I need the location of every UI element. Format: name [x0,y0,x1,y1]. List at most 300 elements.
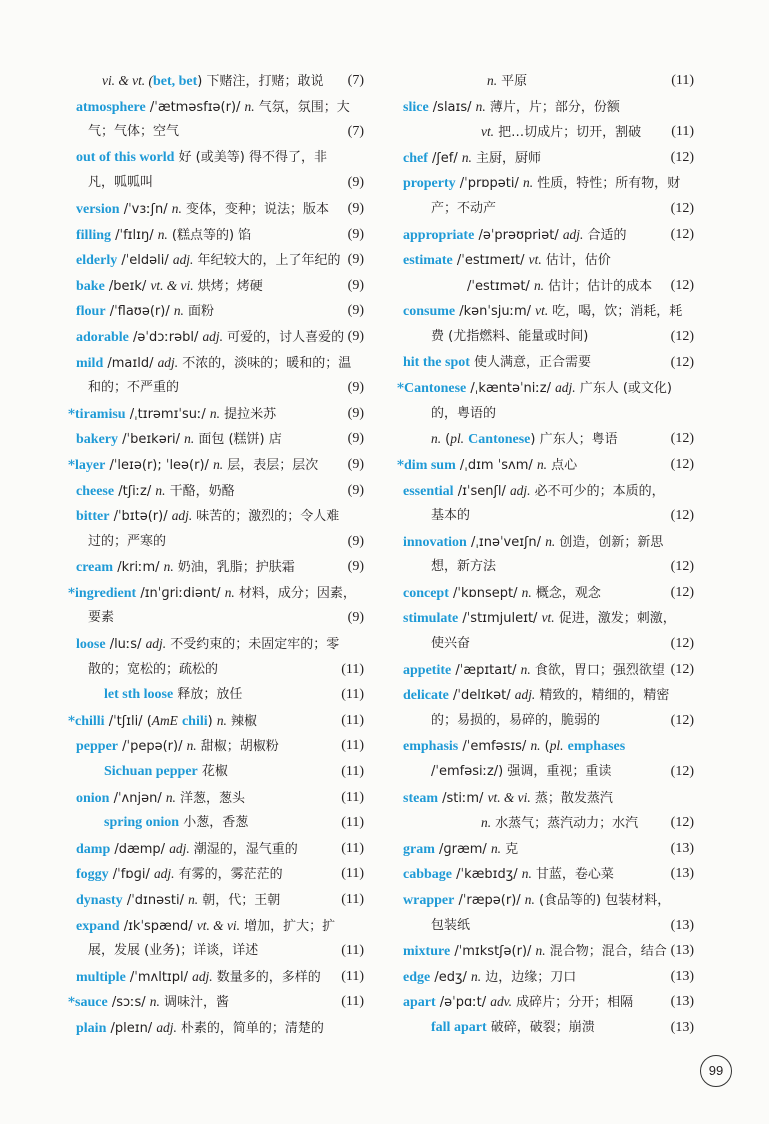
entry-line [397,145,694,171]
part-of-speech: n. [475,98,486,114]
definition-text: /ˈkɒnsept/ [448,585,522,601]
unit-reference: (13) [670,1019,694,1035]
definition-text: (食品等的) 包装材料， [534,893,671,908]
part-of-speech: adj. [157,354,179,370]
new-word-star: * [68,994,76,1011]
headword: innovation [403,534,467,550]
entry-line [66,989,364,1015]
unit-reference: (12) [670,815,694,831]
part-of-speech: vt. [541,610,555,626]
new-word-star: * [68,456,76,473]
definition-text: /ɪkˈspænd/ [119,918,197,934]
definition-text: 创造，创新；新思 [555,534,664,550]
definition-text: 把…切成片；切开，割破 [494,125,642,141]
entry-line [66,785,364,811]
new-word-star: * [68,584,76,601]
headword: onion [76,790,110,806]
definition-text: 概念，观念 [531,585,601,601]
definition-text: /ʃef/ [427,150,462,166]
part-of-speech: vt. [535,303,549,319]
headword: bake [76,278,105,294]
unit-reference: (13) [670,866,694,882]
unit-reference: (11) [341,892,364,907]
part-of-speech: adj. [562,226,584,242]
definition-text: 烘烤；烤硬 [193,278,263,294]
definition-text: /ˌɪnəˈveɪʃn/ [466,534,546,550]
entry-line [397,861,694,887]
entry-line [66,529,364,555]
headword: sauce [75,995,108,1011]
part-of-speech: adj. [192,968,213,984]
headword: chilli [75,713,105,729]
unit-reference: (12) [670,277,694,293]
headword: bet, bet [152,74,198,89]
entry-line [397,324,694,350]
unit-reference: (12) [670,200,694,216]
part-of-speech: n. [155,482,166,498]
headword: steam [403,790,438,806]
entry-line [66,913,364,939]
part-of-speech: n. [521,866,532,882]
definition-text: /ˈmɪkstʃə(r)/ [450,944,536,960]
part-of-speech: n. [184,431,195,447]
unit-reference: (13) [670,943,694,959]
definition-text: /kənˈsjuːm/ [455,304,536,320]
entry-line [397,247,694,273]
headword: emphases [567,739,626,755]
definition-text: 必不可少的；本质的， [530,483,665,499]
definition-text: /stiːm/ [438,790,488,806]
headword: mixture [403,944,451,960]
definition-text: 释放；放任 [173,687,243,703]
headword: adorable [76,329,129,345]
entry-line [397,605,694,631]
definition-text: 克 [501,841,519,857]
entry-line [397,94,694,120]
part-of-speech: n. [188,892,199,907]
definition-text: /ˈpepə(r)/ [118,739,187,755]
headword: out of this world [76,149,175,165]
definition-text: 气氛，氛围；大 [254,99,350,115]
entry-line [397,196,694,222]
entry-line [66,964,364,990]
definition-text: /ˈdelɪkət/ [448,688,515,704]
headword: chili [181,713,208,729]
part-of-speech: n. [163,559,174,575]
definition-text: 材料，成分；因素， [234,585,356,601]
part-of-speech: n. [461,149,472,165]
definition-text: 层，表层；层次 [223,457,319,473]
unit-reference: (12) [670,712,694,728]
unit-reference: (11) [341,712,364,728]
definition-text: /edʒ/ [430,969,472,985]
entry-line [66,375,364,401]
definition-text: 朴素的，简单的；清楚的 [176,1020,324,1036]
part-of-speech: n. [209,405,220,421]
part-of-speech: n. [523,175,534,191]
definition-text: 估计，估价 [541,253,611,269]
definition-text: 估计；估计的成本 [543,278,653,294]
definition-text: /ˈʌnjən/ [109,790,166,806]
unit-reference: (11) [341,866,364,882]
part-of-speech: adj. [145,636,167,652]
definition-text: 散的；宽松的；疏松的 [88,661,219,677]
headword: ingredient [75,585,137,601]
entry-line [66,657,364,683]
definition-text: 洋葱，葱头 [175,790,246,806]
entry-line [66,452,364,478]
definition-text: 使人满意，正合需要 [469,354,592,370]
definition-text: /ˈestɪmət/ [467,278,534,294]
definition-text: /ˈmʌltɪpl/ [125,969,193,985]
unit-reference: (9) [347,431,364,447]
entry-line [66,426,364,452]
entry-line [397,1015,694,1041]
definition-text: 吃，喝，饮；消耗，耗 [548,304,683,320]
entry-line [397,222,694,248]
definition-text: 蒸；散发蒸汽 [530,790,613,806]
headword: edge [403,969,431,985]
definition-text: 食欲，胃口；强烈欲望 [530,662,665,678]
definition-text: /ˈbeɪkəri/ [118,432,185,448]
headword: consume [403,304,456,320]
part-of-speech: n. [535,943,546,959]
unit-reference: (9) [347,380,364,396]
part-of-speech: vi. & vt. ( [102,73,153,88]
part-of-speech: adj. [171,508,193,524]
unit-reference: (11) [341,661,364,677]
definition-text: 年纪较大的，上了年纪的 [193,253,341,269]
definition-text: (糕点等的) 馅 [167,227,252,243]
definition-text: 薄片，片；部分，份额 [485,99,620,115]
definition-text: 促进，激发；刺激， [554,611,676,627]
entry-line [397,503,694,529]
unit-reference: (11) [671,73,694,88]
part-of-speech: adj. [202,328,223,344]
unit-reference: (9) [347,277,364,293]
unit-reference: (13) [670,968,694,984]
definition-text: /ˈemfəsɪs/ [458,739,531,755]
unit-reference: (11) [341,815,364,831]
definition-text: 产；不动产 [431,200,497,216]
definition-text: 点心 [546,457,578,473]
headword: Cantonese [404,381,467,397]
part-of-speech: adj. [509,482,531,498]
definition-text: 广东人 (或文化) [575,381,672,397]
definition-text: ) [207,713,217,729]
part-of-speech: pl. [549,738,564,754]
definition-text: /ɪˈsenʃl/ [453,483,510,499]
entry-line [397,119,694,145]
entry-line [66,401,364,427]
definition-text: 基本的 [431,508,471,524]
part-of-speech: adj. [153,866,175,882]
entry-line [66,580,364,606]
definition-text: 合适的 [583,227,627,243]
entry-line [397,631,694,657]
entry-line [397,810,694,836]
headword: concept [403,585,449,601]
definition-text: /ˈflaʊə(r)/ [105,304,174,320]
definition-text: 变体，变种；说法；版本 [181,201,329,217]
definition-text: 有雾的，雾茫茫的 [174,867,283,883]
entry-line [397,375,694,401]
definition-text: 混合物；混合，结合 [545,944,667,960]
definition-text: /ˈfɒɡi/ [108,867,154,883]
definition-text: 边，边缘；刀口 [481,969,577,985]
entry-line [66,810,364,836]
entry-line [66,68,364,94]
definition-text: /ˈæpɪtaɪt/ [451,662,521,678]
entry-line [397,452,694,478]
definition-text: /slaɪs/ [428,99,476,115]
definition-text: /ˌkæntəˈniːz/ [466,381,556,397]
definition-text: 花椒 [197,764,228,780]
headword: Cantonese [468,432,531,448]
definition-text: 面包 (糕饼) 店 [194,432,282,448]
definition-text: 辣椒 [226,713,258,729]
entry-line [397,529,694,555]
entry-line [397,733,694,759]
part-of-speech: n. [213,456,224,472]
unit-reference: (12) [670,764,694,780]
entry-line [66,503,364,529]
definition-text: 要素 [88,610,115,626]
headword: elderly [76,253,118,269]
unit-reference: (11) [341,789,364,805]
entry-line [66,273,364,299]
definition-text: 使兴奋 [431,636,471,652]
entry-line [66,861,364,887]
entry-line [66,324,364,350]
entry-line [66,682,364,708]
entry-line [66,119,364,145]
headword: Sichuan pepper [104,764,198,780]
unit-reference: (11) [341,994,364,1010]
unit-reference: (12) [670,636,694,652]
definition-text: 平原 [497,74,528,89]
unit-reference: (9) [347,456,364,472]
part-of-speech: vt. & vi. [196,917,240,933]
part-of-speech: adj. [555,380,576,396]
unit-reference: (12) [670,661,694,677]
unit-reference: (9) [347,482,364,498]
entry-line [397,298,694,324]
entry-line [66,145,364,171]
part-of-speech: n. [157,226,168,242]
part-of-speech: n. [471,968,482,984]
unit-reference: (9) [347,303,364,319]
entry-line [66,350,364,376]
definition-text: 面粉 [183,304,215,320]
unit-reference: (12) [670,431,694,447]
definition-text: 和的；不严重的 [88,380,180,396]
unit-reference: (11) [341,764,364,780]
entry-line [397,836,694,862]
unit-reference: (7) [347,73,364,88]
definition-text: /ˈdɪnəsti/ [122,893,189,908]
headword: appropriate [403,227,475,243]
entry-line [397,478,694,504]
definition-text: /maɪld/ [103,355,158,371]
unit-reference: (12) [670,508,694,524]
entry-line [397,68,694,94]
definition-text: 主厨，厨师 [471,150,542,166]
definition-text: 水蒸气；蒸汽动力；水汽 [491,816,639,832]
part-of-speech: n. [487,73,498,88]
entry-line [66,196,364,222]
headword: hit the spot [403,354,470,370]
definition-text: 破碎，破裂；崩溃 [486,1019,595,1035]
definition-text: /əˈpɑːt/ [435,995,491,1011]
definition-text: ( [540,739,550,755]
definition-text: 甘蓝，卷心菜 [531,867,614,883]
definition-text: 过的；严寒的 [88,533,167,549]
left-column [66,68,364,1041]
definition-text: 展，发展 (业务)；详谈，详述 [88,943,259,959]
definition-text: ) 下赌注，打赌；敢说 [197,74,324,89]
definition-text: /ɪnˈɡriːdiənt/ [136,585,225,601]
unit-reference: (13) [670,840,694,856]
definition-text: 潮湿的，湿气重的 [189,841,298,857]
part-of-speech: n. [520,661,531,677]
entry-line [397,785,694,811]
unit-reference: (11) [341,840,364,856]
definition-text: ) 广东人；粤语 [530,432,618,448]
unit-reference: (13) [670,917,694,933]
unit-reference: (11) [341,687,364,703]
definition-text: 气；气体；空气 [88,124,180,140]
unit-reference: (12) [670,559,694,575]
headword: gram [403,841,435,857]
unit-reference: (12) [670,354,694,370]
headword: slice [403,99,429,115]
headword: version [76,201,120,217]
part-of-speech: vt. & vi. [150,277,194,293]
part-of-speech: adj. [514,687,536,703]
unit-reference: (9) [347,533,364,549]
definition-text: 小葱，香葱 [179,815,249,831]
headword: chef [403,150,428,166]
definition-text: 好 (或美等) 得不得了，非 [174,149,327,165]
entry-line [66,759,364,785]
new-word-star: * [68,712,76,729]
headword: expand [76,918,120,934]
definition-text: /ˌtɪrəmɪˈsuː/ [125,406,210,422]
entry-line [66,605,364,631]
headword: essential [403,483,454,499]
headword: cabbage [403,867,452,883]
headword: tiramisu [75,406,126,422]
headword: cheese [76,483,115,499]
definition-text: 的，粤语的 [431,405,497,421]
headword: plain [76,1020,107,1036]
entry-line [66,554,364,580]
headword: apart [403,995,436,1011]
headword: emphasis [403,739,459,755]
unit-reference: (9) [347,405,364,421]
entry-line [397,580,694,606]
headword: property [403,176,456,192]
headword: bitter [76,509,110,525]
part-of-speech: adj. [169,840,190,856]
new-word-star: * [397,456,405,473]
unit-reference: (12) [670,456,694,472]
entry-line [397,964,694,990]
definition-text: /ˌdɪm ˈsʌm/ [455,457,537,473]
unit-reference: (9) [347,200,364,216]
unit-reference: (7) [347,124,364,140]
part-of-speech: vt. [528,252,542,268]
headword: atmosphere [76,99,146,115]
part-of-speech: n. [173,303,184,319]
entry-line [397,708,694,734]
part-of-speech: n. [216,712,227,728]
entry-line [66,222,364,248]
definition-text: /əˈprəʊpriət/ [474,227,563,243]
definition-text: /ˈemfəsiːz/) 强调，重视；重读 [431,764,612,780]
headword: wrapper [403,893,455,908]
entry-line [66,938,364,964]
unit-reference: (12) [670,149,694,165]
unit-reference: (11) [671,124,694,140]
headword: layer [75,457,106,473]
definition-text: /sɔːs/ [107,995,150,1011]
headword: bakery [76,432,118,448]
definition-text: /ˈætməsfɪə(r)/ [145,99,245,115]
entry-line [397,554,694,580]
entry-line [66,1015,364,1041]
new-word-star: * [397,380,405,397]
part-of-speech: n. [244,98,255,114]
headword: spring onion [104,815,180,831]
part-of-speech: adj. [172,252,194,268]
definition-text: /ˈprɒpəti/ [455,176,524,192]
unit-reference: (11) [341,968,364,984]
definition-text: 味苦的；激烈的；令人难 [192,509,340,525]
definition-text: 的；易损的，易碎的，脆弱的 [431,712,601,728]
unit-reference: (9) [347,328,364,344]
headword: appetite [403,662,452,678]
new-word-star: * [68,405,76,422]
definition-text: /əˈdɔːrəbl/ [128,329,203,345]
part-of-speech: AmE [151,712,178,728]
part-of-speech: n. [165,789,176,805]
definition-text: /ˈbɪtə(r)/ [109,509,172,525]
definition-text: 不受约束的；未固定牢的；零 [166,637,340,653]
definition-text: 增加，扩大；扩 [239,918,336,934]
headword: mild [76,355,104,371]
definition-text: 不浓的，淡味的；暖和的；温 [178,355,352,371]
definition-text: /ˈvɜːʃn/ [119,201,172,217]
entry-line [66,94,364,120]
headword: delicate [403,688,449,704]
part-of-speech: n. [533,277,544,293]
definition-text: /ˈkæbɪdʒ/ [452,867,522,883]
headword: filling [76,227,112,243]
unit-reference: (9) [347,610,364,626]
headword: multiple [76,969,126,985]
headword: loose [76,637,106,653]
part-of-speech: n. [171,200,182,216]
part-of-speech: vt. [481,124,495,140]
definition-text: 干酪，奶酪 [165,483,235,499]
definition-text: /ˈfɪlɪŋ/ [111,227,158,243]
unit-reference: (9) [347,252,364,268]
entry-line [397,657,694,683]
part-of-speech: adv. [490,994,512,1010]
definition-text: /ˈeldəli/ [117,253,173,269]
